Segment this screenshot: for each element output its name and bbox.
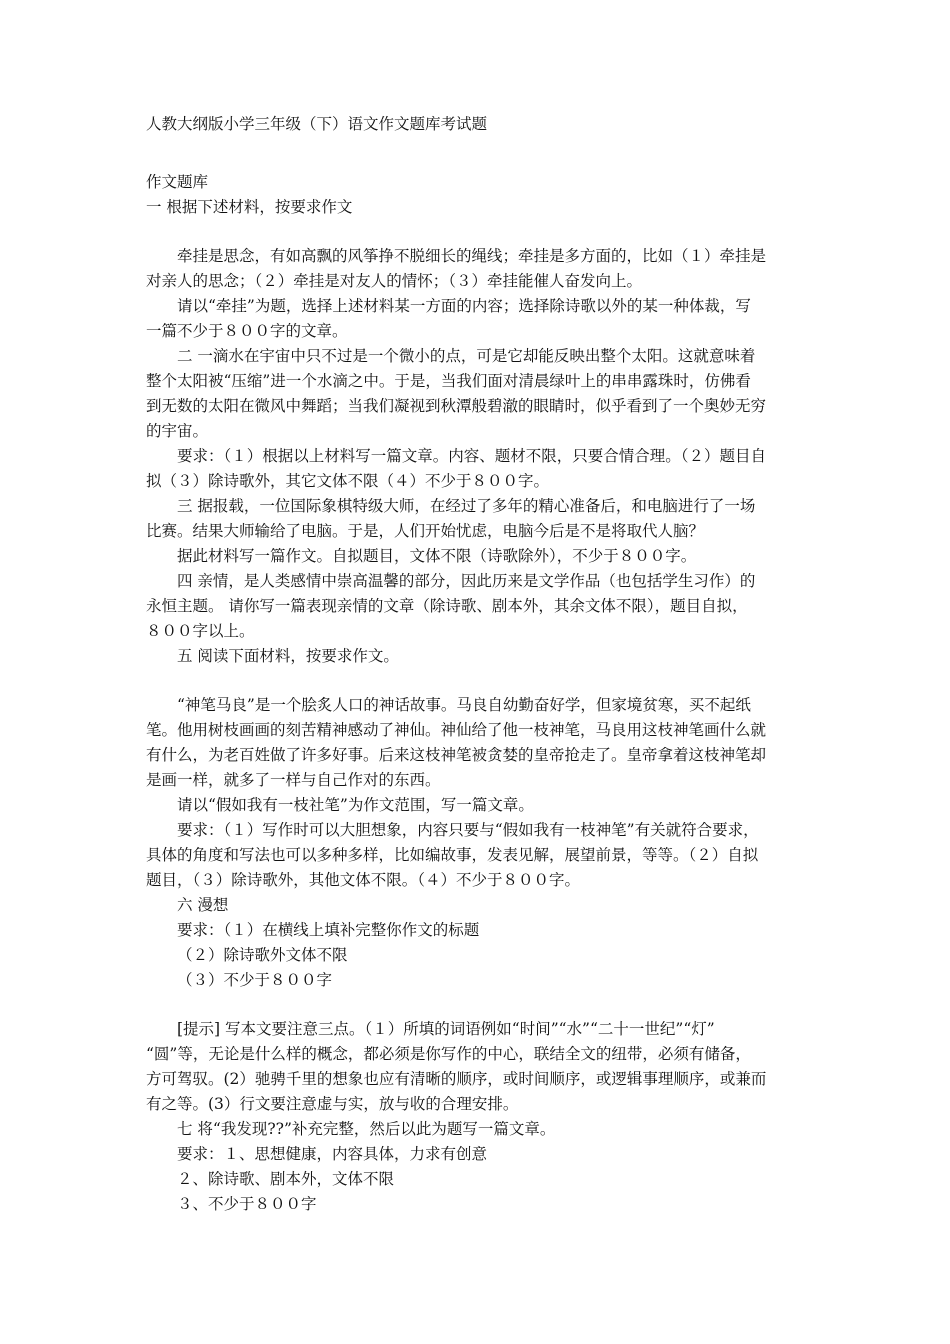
paragraph-line: 二 一滴水在宇宙中只不过是一个微小的点，可是它却能反映出整个太阳。这就意味着: [177, 347, 756, 365]
question-5-instruction: 请以“假如我有一枝社笔”为作文范围，写一篇文章。: [177, 796, 534, 814]
document-page: [146, 112, 814, 1217]
paragraph-line: 到无数的太阳在微风中舞蹈；当我们凝视到秋潭般碧澈的眼睛时，似乎看到了一个奥妙无穷: [146, 397, 767, 415]
requirement-line: 要求：（１）在横线上填补完整你作文的标题: [177, 921, 480, 939]
question-2-material: [146, 344, 814, 444]
question-1-requirement: [146, 294, 814, 344]
paragraph-line: 拟（３）除诗歌外，其它文体不限（４）不少于８００字。: [146, 472, 550, 490]
requirement-line: ３、不少于８００字: [177, 1195, 317, 1213]
section-heading: 作文题库: [146, 173, 209, 191]
paragraph-line: 对亲人的思念；（２）牵挂是对友人的情怀；（３）牵挂能催人奋发向上。: [146, 272, 643, 290]
paragraph-line: 要求：（１）写作时可以大胆想象，内容只要与“假如我有一枝神笔”有关就符合要求，: [177, 821, 759, 839]
paragraph-line: 方可驾驭。(2）驰骋千里的想象也应有清晰的顺序，或时间顺序，或逻辑事理顺序，或兼而: [146, 1070, 767, 1088]
paragraph-line: “圆”等，无论是什么样的概念，都必须是你写作的中心，联结全文的纽带，必须有储备，: [146, 1045, 751, 1063]
question-5-requirement: [146, 818, 814, 893]
paragraph-line: ８００字以上。: [146, 622, 255, 640]
question-7-heading: 七 将“我发现??”补充完整，然后以此为题写一篇文章。: [177, 1120, 556, 1138]
question-2-requirement: [146, 444, 814, 494]
paragraph-line: 笔。他用树枝画画的刻苦精神感动了神仙。神仙给了他一枝神笔，马良用这枝神笔画什么就: [146, 721, 767, 739]
requirement-line: ２、除诗歌、剧本外，文体不限: [177, 1170, 395, 1188]
question-3-material: [146, 494, 814, 544]
paragraph-line: 一篇不少于８００字的文章。: [146, 322, 348, 340]
paragraph-line: 有之等。(3）行文要注意虚与实，放与收的合理安排。: [146, 1095, 519, 1113]
paragraph-line: 整个太阳被“压缩”进一个水滴之中。于是，当我们面对清晨绿叶上的串串露珠时，仿佛看: [146, 372, 751, 390]
paragraph-line: 比赛。结果大师输给了电脑。于是，人们开始忧虑，电脑今后是不是将取代人脑？: [146, 522, 705, 540]
paragraph-line: 题目，（３）除诗歌外，其他文体不限。（４）不少于８００字。: [146, 871, 581, 889]
question-6-hint: [146, 1017, 814, 1117]
requirement-line: （３）不少于８００字: [177, 971, 333, 989]
paragraph-line: 永恒主题。 请你写一篇表现亲情的文章（除诗歌、剧本外，其余文体不限），题目自拟，: [146, 597, 748, 615]
question-5-heading: 五 阅读下面材料，按要求作文。: [177, 647, 399, 665]
paragraph-line: 有什么，为老百姓做了许多好事。后来这枝神笔被贪婪的皇帝抢走了。皇帝拿着这枝神笔却: [146, 746, 767, 764]
paragraph-line: [提示] 写本文要注意三点。（１）所填的词语例如“时间”“水”“二十一世纪”“灯”: [177, 1020, 715, 1038]
paragraph-line: 的宇宙。: [146, 422, 209, 440]
paragraph-line: 是画一样，就多了一样与自己作对的东西。: [146, 771, 441, 789]
paragraph-line: 四 亲情，是人类感情中崇高温馨的部分，因此历来是文学作品（也包括学生习作）的: [177, 572, 756, 590]
paragraph-line: 具体的角度和写法也可以多种多样，比如编故事，发表见解，展望前景，等等。（２）自拟: [146, 846, 759, 864]
question-4-text: [146, 569, 814, 644]
paragraph-line: 请以“牵挂”为题，选择上述材料某一方面的内容；选择除诗歌以外的某一种体裁，写: [177, 297, 751, 315]
question-7-requirements: [146, 1142, 814, 1217]
question-6-requirements: [146, 918, 814, 993]
requirement-line: 要求：１、思想健康，内容具体，力求有创意: [177, 1145, 488, 1163]
question-1-material: [146, 244, 814, 294]
question-6-heading: 六 漫想: [177, 896, 229, 914]
question-1-heading: 一 根据下述材料，按要求作文: [146, 198, 353, 216]
question-5-material: [146, 693, 814, 793]
requirement-line: （２）除诗歌外文体不限: [177, 946, 348, 964]
paragraph-line: “神笔马良”是一个脍炙人口的神话故事。马良自幼勤奋好学，但家境贫寒，买不起纸: [177, 696, 751, 714]
question-3-requirement: 据此材料写一篇作文。自拟题目，文体不限（诗歌除外），不少于８００字。: [177, 547, 697, 565]
document-title: 人教大纲版小学三年级（下）语文作文题库考试题: [146, 115, 488, 133]
paragraph-line: 要求：（１）根据以上材料写一篇文章。内容、题材不限，只要合情合理。（２）题目自: [177, 447, 767, 465]
paragraph-line: 三 据报载，一位国际象棋特级大师，在经过了多年的精心准备后，和电脑进行了一场: [177, 497, 756, 515]
paragraph-line: 牵挂是思念，有如高飘的风筝挣不脱细长的绳线；牵挂是多方面的，比如（１）牵挂是: [177, 247, 767, 265]
